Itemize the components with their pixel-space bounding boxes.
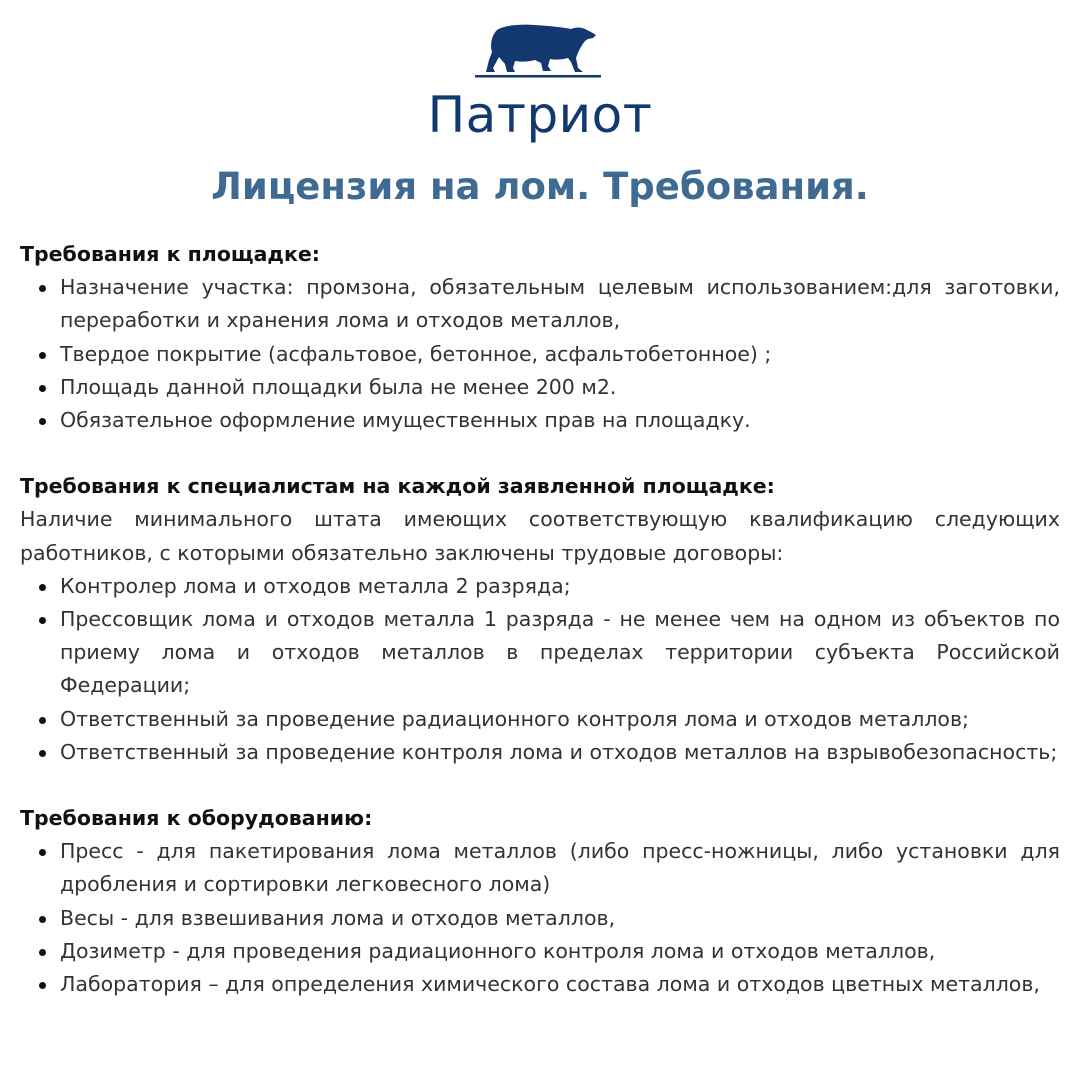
list-item: Ответственный за проведение радиационного контроля лома и отходов металлов; bbox=[60, 703, 1060, 736]
list-item: Твердое покрытие (асфальтовое, бетонное, асфальтобетонное) ; bbox=[60, 338, 1060, 371]
requirements-list bbox=[20, 835, 1060, 1001]
list-item: Весы - для взвешивания лома и отходов металлов, bbox=[60, 902, 1060, 935]
section-heading: Требования к площадке: bbox=[20, 242, 320, 266]
document-body bbox=[20, 238, 1060, 1001]
requirements-list bbox=[20, 271, 1060, 437]
section-equipment-requirements bbox=[20, 802, 1060, 1001]
list-item: Пресс - для пакетирования лома металлов (либо пресс-ножницы, либо установки для дробления и сортировки легковесного лома) bbox=[60, 835, 1060, 901]
requirements-list bbox=[20, 570, 1060, 769]
polar-bear-icon bbox=[475, 22, 605, 84]
section-staff-requirements bbox=[20, 470, 1060, 769]
list-item: Контролер лома и отходов металла 2 разряда; bbox=[60, 570, 1060, 603]
list-item: Назначение участка: промзона, обязательным целевым использованием:для заготовки, переработки и хранения лома и отходов металлов, bbox=[60, 271, 1060, 337]
list-item: Обязательное оформление имущественных прав на площадку. bbox=[60, 404, 1060, 437]
section-site-requirements bbox=[20, 238, 1060, 437]
list-item: Дозиметр - для проведения радиационного контроля лома и отходов металлов, bbox=[60, 935, 1060, 968]
section-intro: Наличие минимального штата имеющих соответствующую квалификацию следующих работников, с которыми обязательно заключены трудовые договоры: bbox=[20, 507, 1060, 565]
section-heading: Требования к оборудованию: bbox=[20, 806, 373, 831]
list-item: Лаборатория – для определения химического состава лома и отходов цветных металлов, bbox=[60, 968, 1060, 1001]
page-title: Лицензия на лом. Требования. bbox=[211, 165, 869, 208]
list-item: Ответственный за проведение контроля лома и отходов металлов на взрывобезопасность; bbox=[60, 736, 1060, 769]
brand-name: Патриот bbox=[427, 86, 653, 144]
list-item: Площадь данной площадки была не менее 200 м2. bbox=[60, 371, 1060, 404]
section-heading: Требования к специалистам на каждой заявленной площадке: bbox=[20, 474, 775, 499]
list-item: Прессовщик лома и отходов металла 1 разряда - не менее чем на одном из объектов по приему лома и отходов металлов в пределах территории субъекта Российской Федерации; bbox=[60, 603, 1060, 703]
